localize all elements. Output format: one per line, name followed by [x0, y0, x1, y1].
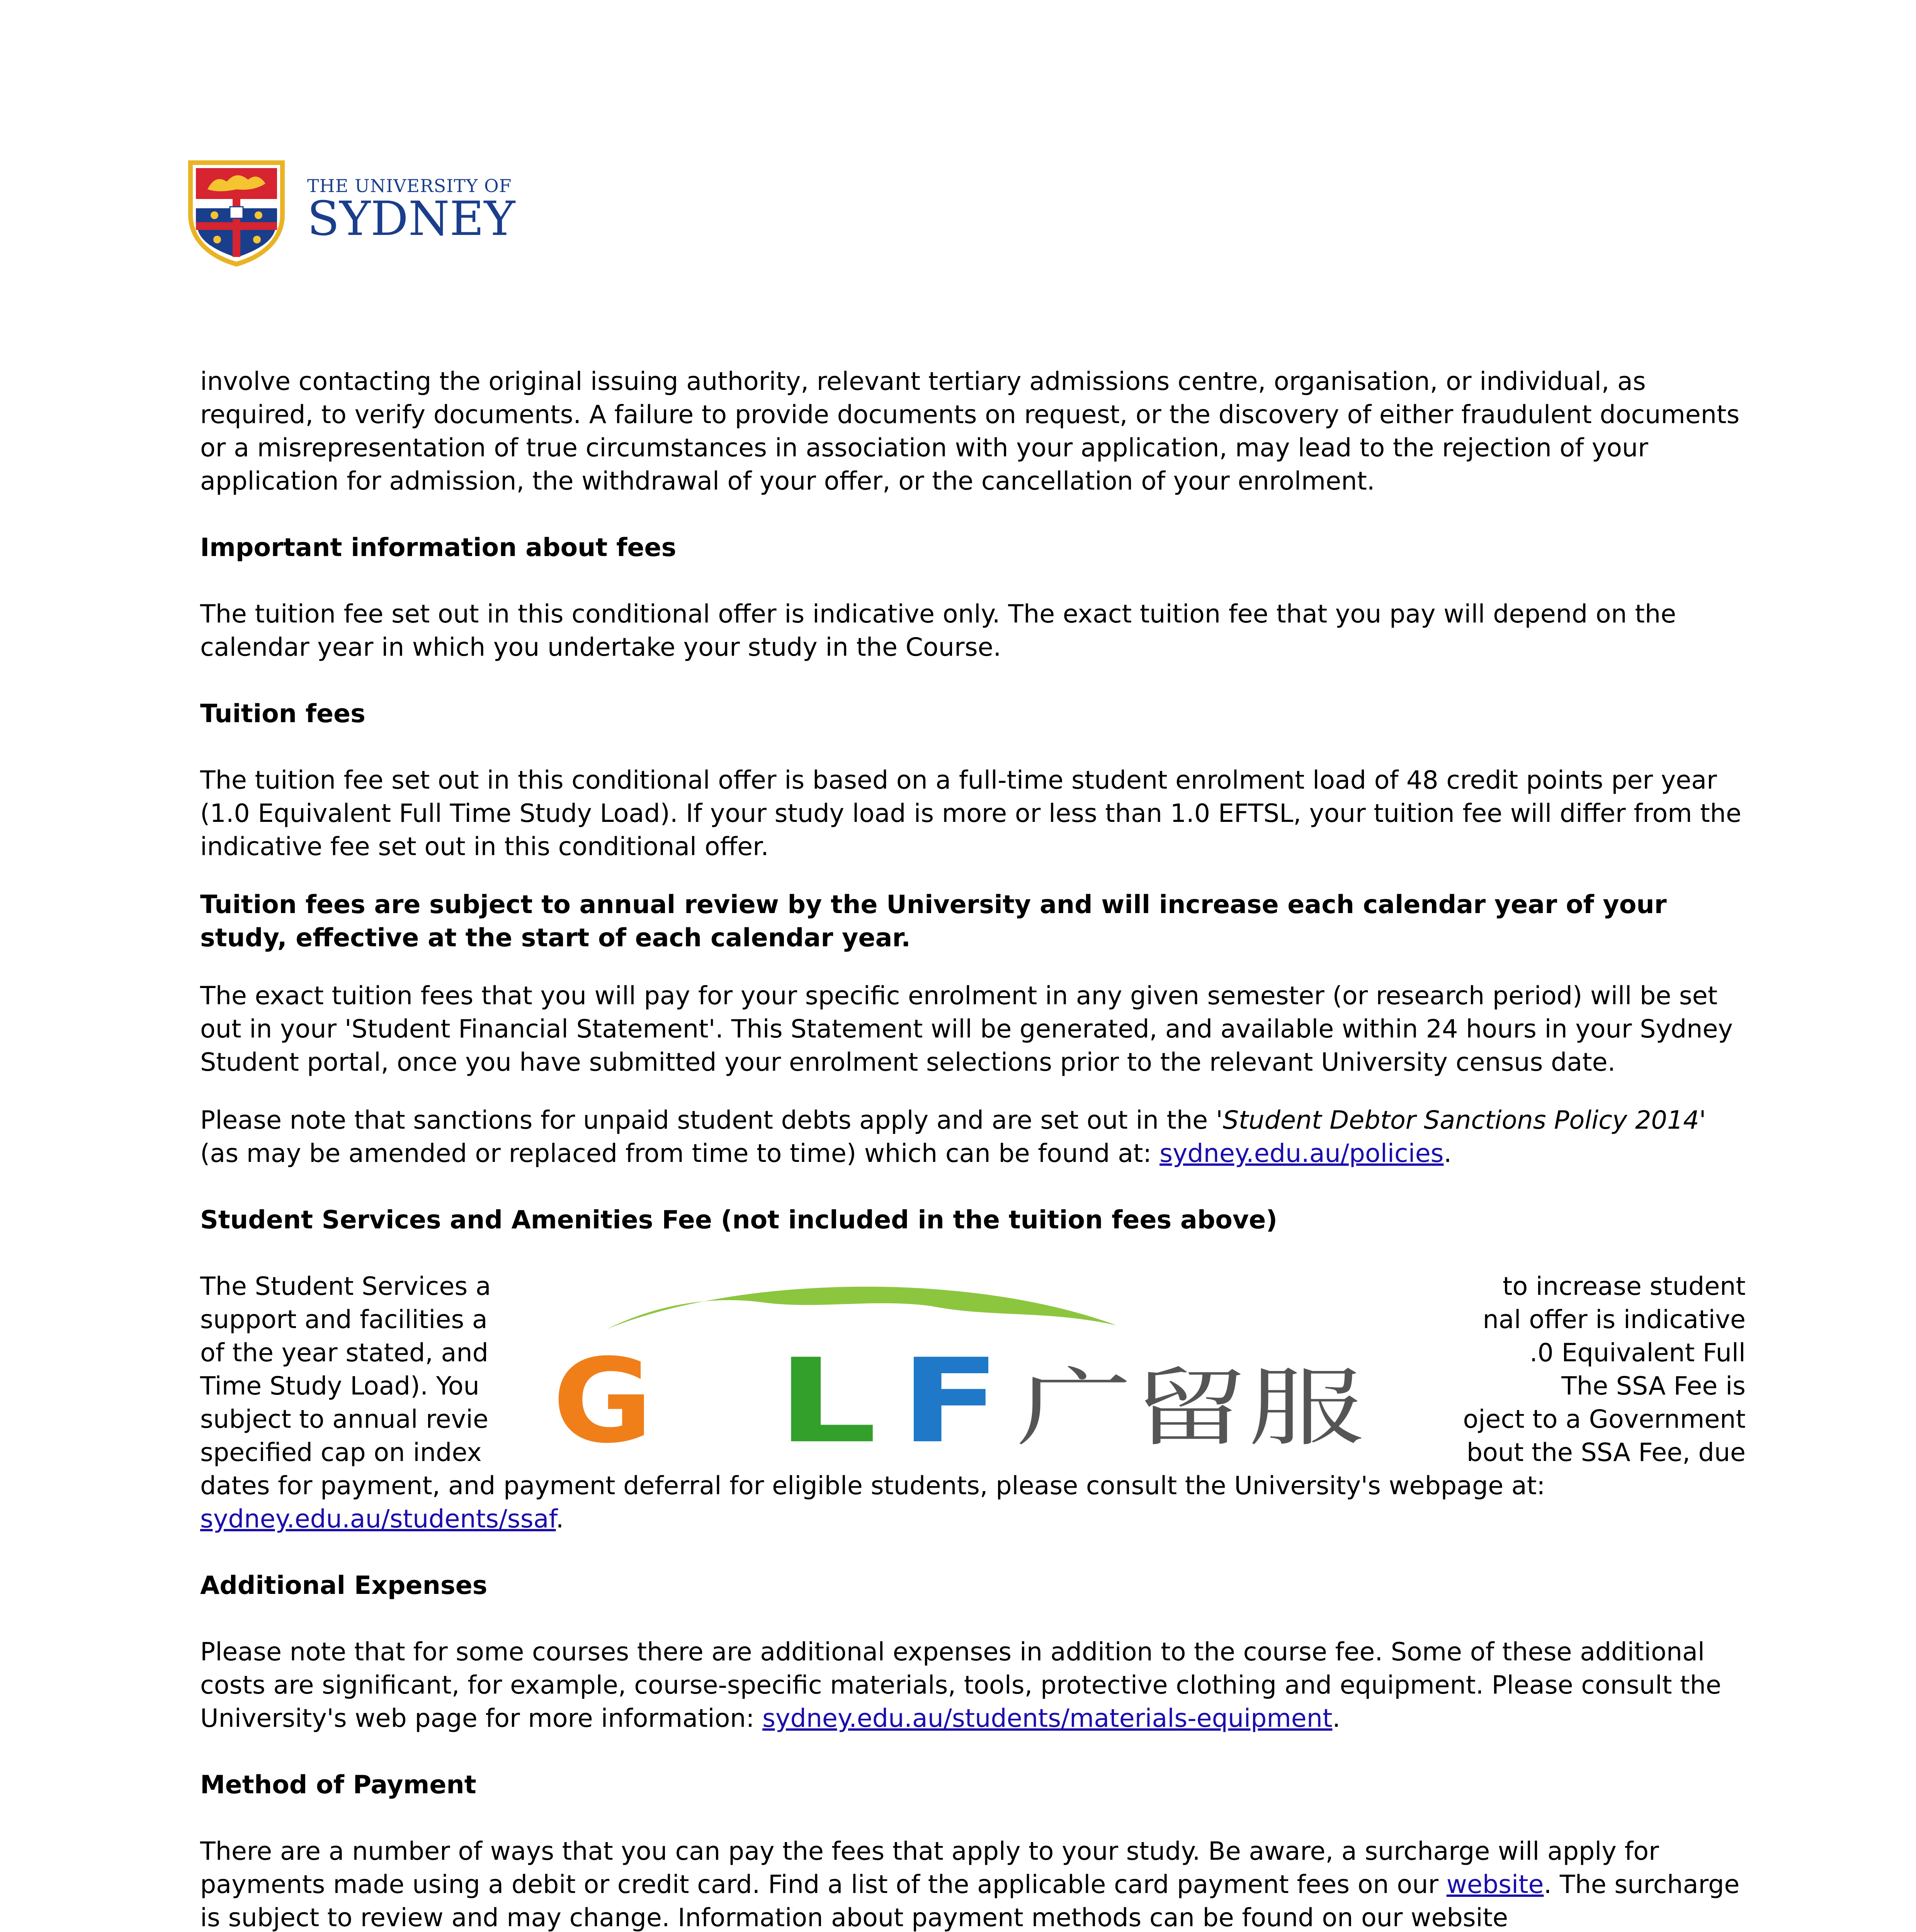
ssaf-tail-text: dates for payment, and payment deferral for eligible students, please consult the University's webpage at:	[200, 1471, 1545, 1500]
tuition-heading: Tuition fees	[200, 699, 366, 728]
ssaf-line-1-right: to increase student	[1502, 1272, 1746, 1301]
payment-heading: Method of Payment	[200, 1770, 476, 1799]
tuition-paragraph: The tuition fee set out in this conditional offer is based on a full-time student enrolment load of 48 credit points per year (1.0 Equivalent Full Time Study Load). If your study load is more or less than 1.0 EFTSL, your tuition fee will differ from the indicative fee set out in this conditional offer.	[200, 766, 1741, 861]
svg-text:F: F	[900, 1334, 1001, 1461]
university-logo	[184, 156, 524, 269]
watermark-latin: G	[553, 1334, 653, 1461]
policies-link[interactable]: sydney.edu.au/policies	[1159, 1139, 1444, 1168]
ssaf-heading: Student Services and Amenities Fee (not included in the tuition fees above)	[200, 1206, 1278, 1235]
ssaf-line-5-right: oject to a Government	[1463, 1405, 1746, 1434]
tuition-review-note: Tuition fees are subject to annual review by the University and will increase each calendar year of your study, effective at the start of each calendar year.	[200, 890, 1667, 952]
ssaf-line-3-right: .0 Equivalent Full	[1529, 1338, 1746, 1367]
ssaf-line-2-right: nal offer is indicative	[1482, 1305, 1746, 1334]
payment-paragraph	[200, 1835, 1746, 1932]
ssaf-tail	[200, 1469, 1746, 1536]
expenses-text-end: .	[1332, 1704, 1341, 1733]
document-body	[200, 365, 1746, 1932]
intro-paragraph: involve contacting the original issuing authority, relevant tertiary admissions centre, organisation, or individual, as required, to verify documents. A failure to provide documents on request, or the discovery of either fraudulent documents or a misrepresentation of true circumstances in association with your application, may lead to the rejection of your application for admission, the withdrawal of your offer, or the cancellation of your enrolment.	[200, 367, 1740, 496]
sanctions-text-mid: ' (as may be amended or replaced from time to time) which can be found at:	[200, 1106, 1706, 1168]
fees-paragraph: The tuition fee set out in this conditional offer is indicative only. The exact tuition fee that you pay will depend on the calendar year in which you undertake your study in the Course.	[200, 600, 1676, 662]
university-wordmark	[307, 175, 515, 246]
ssaf-line-3-left: of the year stated, and	[200, 1338, 488, 1367]
watermark-chinese: 广留服	[1016, 1359, 1364, 1458]
ssaf-line-4-right: The SSA Fee is	[1561, 1372, 1746, 1401]
university-crest-icon	[184, 156, 289, 269]
ssaf-line-2-left: support and facilities a	[200, 1305, 488, 1334]
ssaf-line-4-left: Time Study Load). You	[200, 1372, 479, 1401]
website-link[interactable]: website	[1446, 1870, 1544, 1899]
ssaf-line-1-left: The Student Services a	[200, 1272, 491, 1301]
ssaf-line-6-left: specified cap on index	[200, 1438, 482, 1467]
logo-line-2: SYDNEY	[307, 191, 515, 246]
ssaf-line-5-left: subject to annual revie	[200, 1405, 488, 1434]
ssaf-tail-end: .	[556, 1505, 564, 1534]
sanctions-text-start: Please note that sanctions for unpaid student debts apply and are set out in the '	[200, 1106, 1223, 1135]
sanctions-policy-name: Student Debtor Sanctions Policy 2014	[1222, 1106, 1699, 1135]
expenses-text: Please note that for some courses there are additional expenses in addition to the course fee. Some of these additional costs are significant, for example, course-specific materials, tools, protective clothing and equipment. Please consult the University's web page for more information:	[200, 1638, 1721, 1733]
logo-line-1: THE UNIVERSITY OF	[307, 175, 512, 196]
sanctions-paragraph	[200, 1104, 1746, 1170]
sanctions-text-end: .	[1443, 1139, 1452, 1168]
payment-text-mid: . The surcharge is subject to review and may change. Information about payment methods can be found on our website	[200, 1870, 1740, 1932]
payment-text-start: There are a number of ways that you can pay the fees that apply to your study. Be aware, a surcharge will apply for payments made using a debit or credit card. Find a list of the applicable card payment fees on our	[200, 1837, 1659, 1899]
financial-statement-paragraph: The exact tuition fees that you will pay for your specific enrolment in any given semester (or research period) will be set out in your 'Student Financial Statement'. This Statement will be generated, and available within 24 hours in your Sydney Student portal, once you have submitted your enrolment selections prior to the relevant University census date.	[200, 981, 1733, 1077]
svg-text:L: L	[777, 1334, 877, 1461]
expenses-heading: Additional Expenses	[200, 1571, 488, 1600]
glf-watermark-logo	[545, 1283, 1406, 1461]
ssaf-link[interactable]: sydney.edu.au/students/ssaf	[200, 1505, 556, 1534]
fees-heading: Important information about fees	[200, 533, 677, 562]
materials-equipment-link[interactable]: sydney.edu.au/students/materials-equipment	[762, 1704, 1333, 1733]
expenses-paragraph	[200, 1636, 1746, 1735]
ssaf-line-6-right: bout the SSA Fee, due	[1466, 1438, 1746, 1467]
